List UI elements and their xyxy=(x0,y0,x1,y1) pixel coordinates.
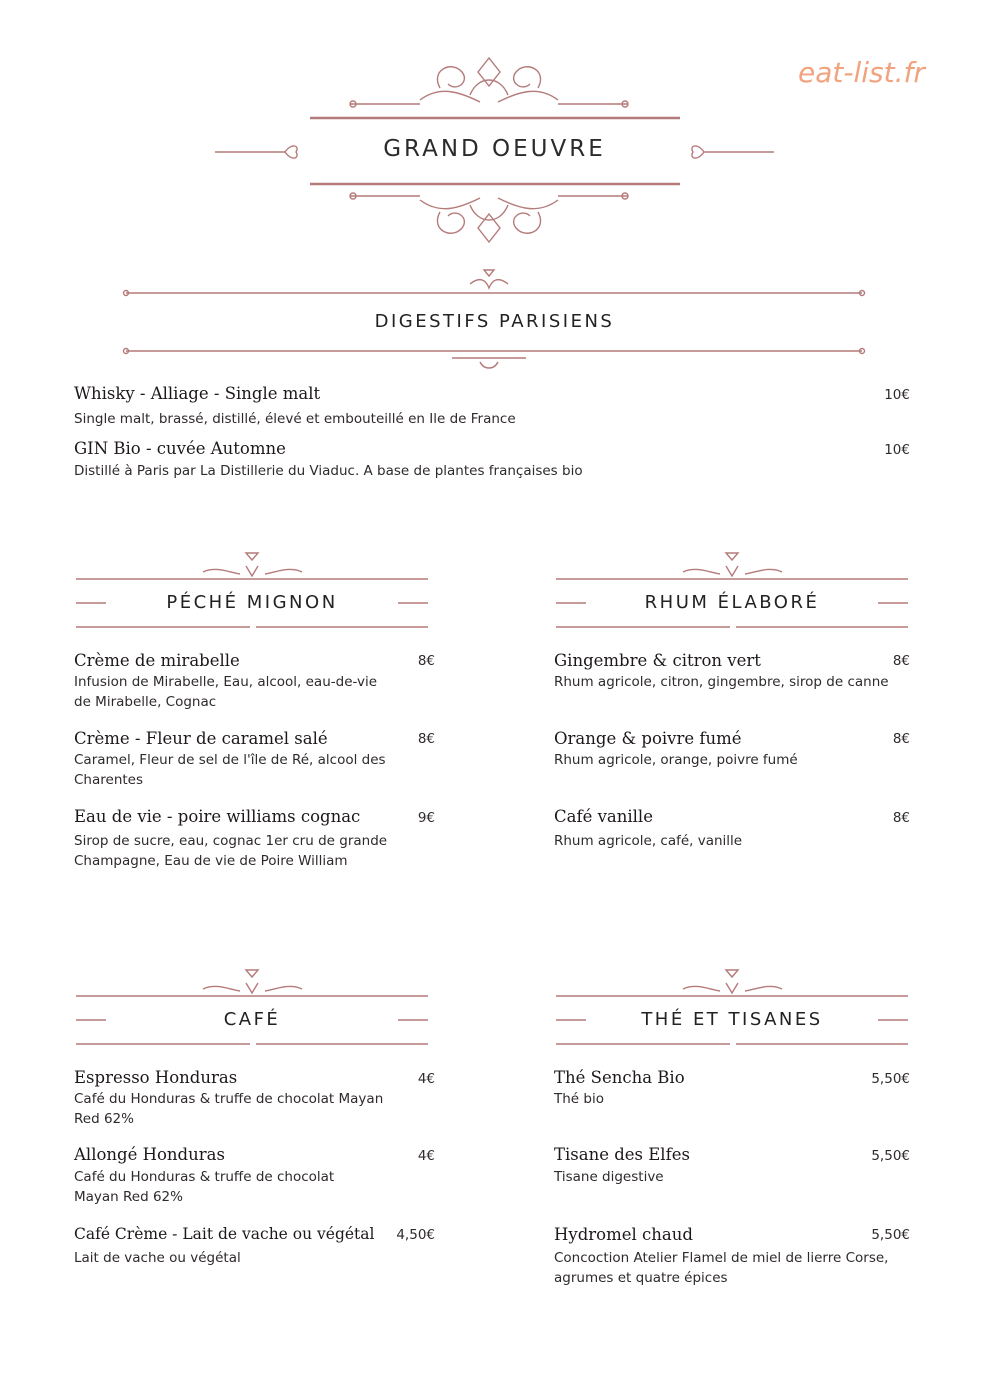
item-price: 8€ xyxy=(417,653,435,669)
item-description: Thé bio xyxy=(554,1091,604,1107)
item-price: 4,50€ xyxy=(396,1227,435,1243)
item-price: 8€ xyxy=(417,731,435,747)
page-title: GRAND OEUVRE xyxy=(383,136,606,162)
item-price: 5,50€ xyxy=(871,1148,910,1164)
item-price: 10€ xyxy=(884,387,910,403)
section-title-cafe: CAFÉ xyxy=(223,1009,281,1030)
item-description: Sirop de sucre, eau, cognac 1er cru de grande Champagne, Eau de vie de Poire William xyxy=(74,833,388,869)
item-price: 9€ xyxy=(417,810,435,826)
item-name: Allongé Honduras xyxy=(74,1145,225,1164)
item-description: Café du Honduras & truffe de chocolat Mayan Red 62% xyxy=(74,1169,335,1205)
item-name: Thé Sencha Bio xyxy=(554,1068,685,1087)
item-name: Crème de mirabelle xyxy=(74,651,240,670)
header-flourish-bottom xyxy=(350,193,628,242)
item-description: Single malt, brassé, distillé, élevé et embouteillé en Ile de France xyxy=(74,411,516,427)
item-name: Orange & poivre fumé xyxy=(554,729,742,748)
item-price: 8€ xyxy=(892,653,910,669)
item-price: 10€ xyxy=(884,442,910,458)
item-description: Caramel, Fleur de sel de l'île de Ré, alcool des Charentes xyxy=(74,752,386,788)
item-name: Whisky - Alliage - Single malt xyxy=(74,384,321,403)
item-description: Tisane digestive xyxy=(554,1169,664,1185)
item-name: Gingembre & citron vert xyxy=(554,651,761,670)
item-name: Espresso Honduras xyxy=(74,1068,238,1087)
item-price: 8€ xyxy=(892,810,910,826)
item-name: Hydromel chaud xyxy=(554,1225,693,1244)
header-flourish-top xyxy=(350,58,628,107)
item-description: Concoction Atelier Flamel de miel de lierre Corse, agrumes et quatre épices xyxy=(554,1250,889,1286)
item-description: Distillé à Paris par La Distillerie du Viaduc. A base de plantes françaises bio xyxy=(74,463,583,479)
item-name: GIN Bio - cuvée Automne xyxy=(74,439,286,458)
item-description: Rhum agricole, café, vanille xyxy=(554,833,743,849)
item-description: Café du Honduras & truffe de chocolat Mayan Red 62% xyxy=(74,1091,384,1127)
item-price: 5,50€ xyxy=(871,1071,910,1087)
section-title-digestifs: DIGESTIFS PARISIENS xyxy=(374,311,615,332)
item-name: Café Crème - Lait de vache ou végétal xyxy=(74,1225,375,1243)
item-description: Infusion de Mirabelle, Eau, alcool, eau-de-vie de Mirabelle, Cognac xyxy=(74,674,378,710)
item-description: Lait de vache ou végétal xyxy=(74,1250,241,1266)
section-title-peche-mignon: PÉCHÉ MIGNON xyxy=(166,592,338,613)
section-title-rhum: RHUM ÉLABORÉ xyxy=(644,592,820,613)
section-title-the-tisanes: THÉ ET TISANES xyxy=(641,1009,823,1030)
item-description: Rhum agricole, orange, poivre fumé xyxy=(554,752,798,768)
item-price: 4€ xyxy=(417,1148,435,1164)
item-price: 5,50€ xyxy=(871,1227,910,1243)
item-price: 4€ xyxy=(417,1071,435,1087)
item-name: Tisane des Elfes xyxy=(554,1145,690,1164)
watermark: eat-list.fr xyxy=(798,56,925,89)
item-name: Café vanille xyxy=(554,807,653,826)
item-name: Crème - Fleur de caramel salé xyxy=(74,729,328,748)
item-name: Eau de vie - poire williams cognac xyxy=(74,807,361,826)
item-description: Rhum agricole, citron, gingembre, sirop de canne xyxy=(554,674,889,690)
item-price: 8€ xyxy=(892,731,910,747)
